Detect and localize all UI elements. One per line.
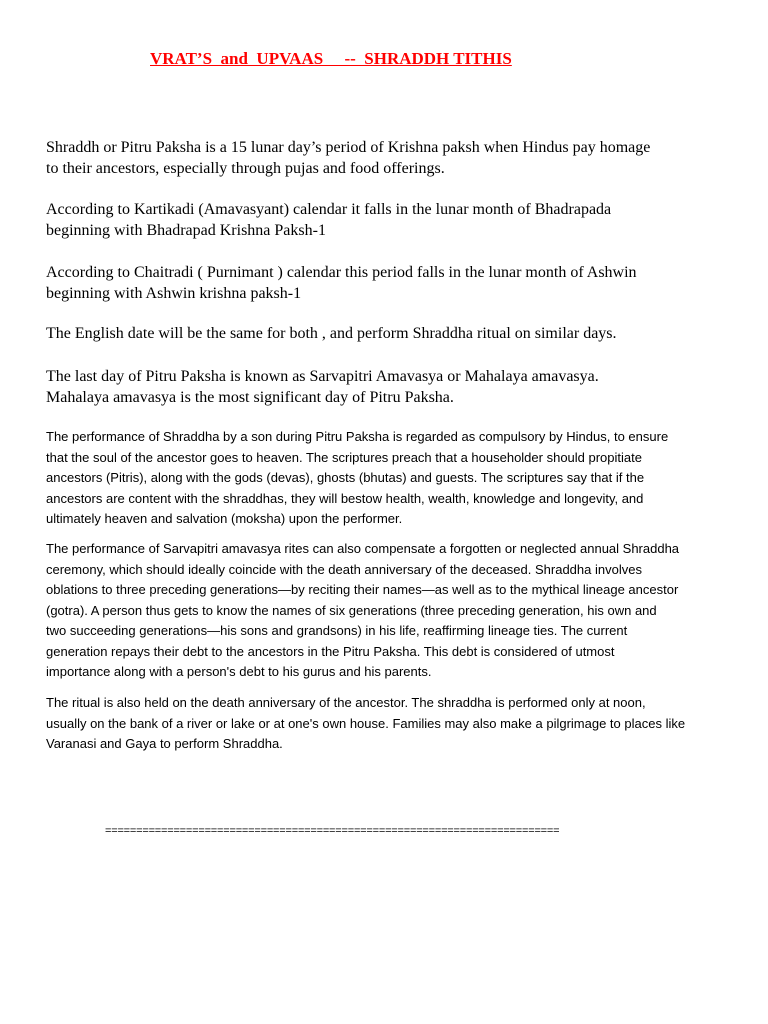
body-paragraph-3 [46, 693, 736, 755]
text-line: According to Chaitradi ( Purnimant ) calendar this period falls in the lunar month of Ashwin [46, 264, 637, 281]
text-line: Varanasi and Gaya to perform Shraddha. [46, 736, 283, 751]
text-line: Shraddh or Pitru Paksha is a 15 lunar day’s period of Krishna paksh when Hindus pay homage [46, 139, 651, 156]
text-line: Mahalaya amavasya is the most significant day of Pitru Paksha. [46, 389, 454, 406]
body-paragraph-1 [46, 427, 736, 530]
intro-paragraph-3 [46, 262, 736, 304]
text-line: usually on the bank of a river or lake or at one's own house. Families may also make a pilgrimage to places like [46, 715, 686, 731]
text-line: The performance of Sarvapitri amavasya rites can also compensate a forgotten or neglected annual Shraddha [46, 541, 680, 556]
intro-paragraph-2 [46, 199, 736, 241]
divider: ========================================================================= [105, 825, 560, 837]
text-line: beginning with Bhadrapad Krishna Paksh-1 [46, 222, 326, 239]
text-line: ceremony, which should ideally coincide with the death anniversary of the deceased. Shraddha involves [46, 561, 642, 577]
text-line: ancestors are content with the shraddhas, they will bestow health, wealth, knowledge and longevity, and [46, 490, 644, 506]
text-line: The last day of Pitru Paksha is known as Sarvapitri Amavasya or Mahalaya amavasya. [46, 368, 599, 385]
text-line: that the soul of the ancestor goes to heaven. The scriptures preach that a householder should propitiate [46, 449, 642, 465]
text-line: The English date will be the same for both , and perform Shraddha ritual on similar days. [46, 325, 617, 342]
text-line: (gotra). A person thus gets to know the names of six generations (three preceding generation, his own and [46, 602, 657, 618]
text-line: to their ancestors, especially through pujas and food offerings. [46, 160, 445, 177]
text-line: The performance of Shraddha by a son during Pitru Paksha is regarded as compulsory by Hindus, to ensure [46, 429, 669, 444]
text-line: importance along with a person's debt to his gurus and his parents. [46, 664, 432, 679]
document-title: VRAT’S and UPVAAS -- SHRADDH TITHIS [150, 49, 512, 68]
intro-paragraph-4 [46, 323, 736, 344]
intro-paragraph-5 [46, 366, 736, 408]
text-line: beginning with Ashwin krishna paksh-1 [46, 285, 302, 302]
text-line: ancestors (Pitris), along with the gods (devas), ghosts (bhutas) and guests. The scriptures say that if the [46, 470, 645, 485]
text-line: generation repays their debt to the ancestors in the Pitru Paksha. This debt is considered of utmost [46, 643, 615, 659]
text-line: ultimately heaven and salvation (moksha) upon the performer. [46, 511, 403, 526]
text-line: oblations to three preceding generations—by reciting their names—as well as to the mythical lineage ancestor [46, 582, 679, 597]
body-paragraph-2 [46, 539, 736, 683]
text-line: two succeeding generations—his sons and grandsons) in his life, reaffirming lineage ties. The current [46, 623, 628, 638]
text-line: According to Kartikadi (Amavasyant) calendar it falls in the lunar month of Bhadrapada [46, 201, 612, 218]
intro-paragraph-1 [46, 137, 736, 179]
text-line: The ritual is also held on the death anniversary of the ancestor. The shraddha is performed only at noon, [46, 695, 646, 710]
